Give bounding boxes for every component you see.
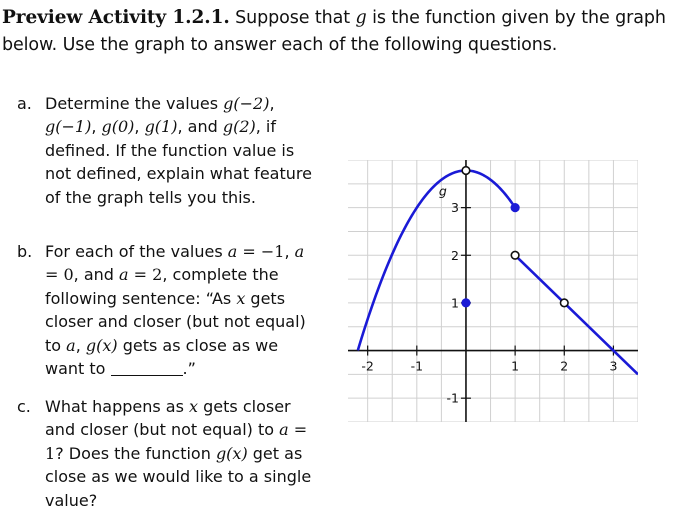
- question-text: What happens as: [45, 397, 190, 416]
- math-value: g(2): [222, 117, 256, 137]
- math-value: g(x): [215, 443, 248, 463]
- question-text: get as close as we would like to a single value?: [45, 443, 312, 510]
- grid: [348, 160, 638, 422]
- intro-text-1: Suppose that: [229, 8, 356, 28]
- question-letter: a.: [17, 94, 32, 113]
- question-text: , and: [73, 265, 120, 285]
- question-text: ,: [284, 242, 295, 261]
- math-value: g(−1): [45, 117, 92, 137]
- question-text: gets closer and closer (but not equal) to: [45, 397, 291, 440]
- question-body: [45, 92, 317, 209]
- y-tick-label: 1: [451, 295, 459, 311]
- math-value: g(x): [85, 335, 118, 355]
- labels: [361, 184, 617, 406]
- x-tick-label: 2: [560, 358, 569, 374]
- question-letter: c.: [17, 397, 31, 416]
- y-tick-label: 3: [451, 200, 459, 216]
- math-var: a: [119, 265, 129, 285]
- question-text: For each of the values: [45, 242, 228, 261]
- question-letter: b.: [17, 242, 33, 261]
- function-graph: [348, 160, 638, 422]
- open-point: [462, 167, 470, 175]
- question-body: [45, 395, 317, 512]
- math-value: g(−2): [223, 94, 270, 113]
- x-tick-label: 1: [511, 358, 520, 374]
- y-tick-label: 2: [451, 247, 459, 263]
- question-text: ,: [269, 94, 275, 113]
- math-value: = 1: [45, 420, 308, 463]
- curve-piece-right: [515, 255, 638, 374]
- function-name: g: [355, 8, 367, 28]
- axes: [348, 160, 638, 422]
- question-body: [45, 240, 317, 380]
- math-value: = −1: [237, 242, 285, 261]
- curve-piece-left: [358, 170, 466, 350]
- activity-label: Preview Activity 1.2.1.: [2, 7, 230, 28]
- question-text: ,: [91, 117, 102, 137]
- intro-text-2: is the function given by the graph below. Use the graph to answer each of the following questions.: [2, 8, 666, 55]
- question-text: ,: [134, 117, 145, 137]
- answer-blank[interactable]: [111, 361, 183, 376]
- question-text: gets as close as we want to: [45, 335, 279, 379]
- x-tick-label: -2: [361, 358, 374, 374]
- math-var: x: [236, 288, 246, 308]
- open-point: [560, 299, 568, 307]
- question-text: , if defined. If the function value is not defined, explain what feature of the graph tells you this.: [45, 117, 312, 207]
- question-text: ? Does the function: [55, 443, 216, 463]
- function-label: g: [438, 183, 447, 199]
- question-b: [17, 240, 317, 380]
- question-text: , complete the following sentence: “As: [45, 265, 279, 308]
- math-value: g(1): [144, 117, 178, 137]
- math-var: a: [279, 420, 289, 440]
- math-var: a: [294, 242, 305, 261]
- open-point: [511, 251, 519, 259]
- y-tick-label: -1: [446, 390, 459, 406]
- curves: [358, 170, 638, 374]
- question-text: Determine the values: [45, 94, 224, 113]
- question-a: [17, 92, 317, 209]
- question-text: ,: [75, 335, 86, 355]
- filled-point: [511, 204, 519, 212]
- math-value: g(0): [101, 117, 135, 137]
- question-c: [17, 395, 317, 512]
- x-tick-label: 3: [609, 358, 618, 374]
- math-var: a: [227, 242, 238, 261]
- activity-header: [2, 4, 692, 59]
- math-var: a: [66, 335, 76, 355]
- question-text: .”: [182, 359, 196, 379]
- question-text: , and: [177, 117, 223, 137]
- math-var: x: [189, 397, 199, 416]
- math-value: = 0: [45, 265, 74, 285]
- x-tick-label: -1: [410, 358, 424, 374]
- question-text: gets closer and closer (but not equal) to: [45, 288, 306, 355]
- math-value: = 2: [128, 265, 163, 285]
- filled-point: [462, 299, 470, 307]
